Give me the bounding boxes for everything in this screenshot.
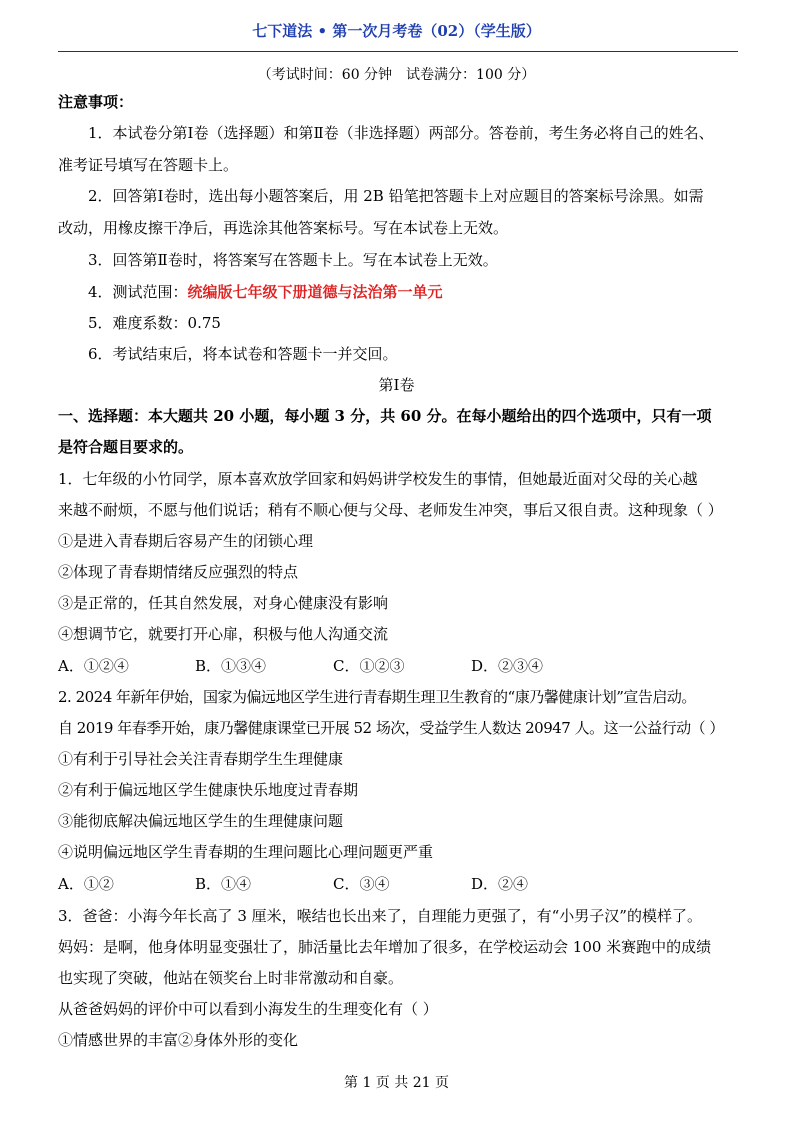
q1-statement-3: ③是正常的，任其自然发展，对身心健康没有影响	[58, 594, 389, 612]
q2-stem-line-1: 2. 2024 年新年伊始，国家为偏远地区学生进行青春期生理卫生教育的“康乃馨健康计划”宣告启动。	[58, 688, 696, 706]
q3-statement-1: ①情感世界的丰富②身体外形的变化	[58, 1031, 299, 1049]
q3-stem-line-2: 妈妈：是啊，他身体明显变强壮了，肺活量比去年增加了很多，在学校运动会 100 米赛跑中的成绩	[58, 938, 712, 956]
q1-stem-line-2: 来越不耐烦，不愿与他们说话；稍有不顺心便与父母、老师发生冲突，事后又很自责。这种现象（ ）	[58, 501, 723, 519]
q2-statement-4: ④说明偏远地区学生青春期的生理问题比心理问题更严重	[58, 843, 434, 861]
q2-stem-line-2: 自 2019 年春季开始，康乃馨健康课堂已开展 52 场次，受益学生人数达 20947 人。这一公益行动（ ）	[58, 719, 724, 737]
q2-statement-1: ①有利于引导社会关注青春期学生生理健康	[58, 750, 344, 768]
section-heading-line-1: 一、选择题：本大题共 20 小题，每小题 3 分，共 60 分。在每小题给出的四个选项中，只有一项	[58, 407, 712, 425]
q1-option-d[interactable]: D．②③④	[471, 657, 544, 675]
document-title: 七下道法 • 第一次月考卷（02）（学生版）	[252, 22, 541, 40]
note-item-5: 5．难度系数：0.75	[88, 314, 221, 332]
q2-statement-3: ③能彻底解决偏远地区学生的生理健康问题	[58, 812, 344, 830]
q1-stem-line-1: 1．七年级的小竹同学，原本喜欢放学回家和妈妈讲学校发生的事情，但她最近面对父母的关心越	[58, 470, 698, 488]
q1-statement-2: ②体现了青春期情绪反应强烈的特点	[58, 563, 299, 581]
section-heading-line-2: 是符合题目要求的。	[58, 438, 194, 456]
note-item-4	[88, 282, 778, 302]
q2-option-d[interactable]: D．②④	[471, 875, 529, 893]
note-item-3: 3．回答第Ⅱ卷时，将答案写在答题卡上。写在本试卷上无效。	[88, 251, 498, 269]
note-item-1-line-2: 准考证号填写在答题卡上。	[58, 156, 239, 174]
q1-option-c[interactable]: C．①②③	[333, 657, 405, 675]
header-divider	[58, 51, 738, 52]
note-item-2-line-2: 改动，用橡皮擦干净后，再选涂其他答案标号。写在本试卷上无效。	[58, 219, 509, 237]
q2-option-c[interactable]: C．③④	[333, 875, 390, 893]
page-number: 第 1 页 共 21 页	[344, 1075, 449, 1091]
q2-option-a[interactable]: A．①②	[58, 875, 114, 893]
q2-statement-2: ②有利于偏远地区学生健康快乐地度过青春期	[58, 781, 359, 799]
q3-stem-line-3: 也实现了突破，他站在领奖台上时非常激动和自豪。	[58, 969, 404, 987]
q3-stem-line-4: 从爸爸妈妈的评价中可以看到小海发生的生理变化有（ ）	[58, 1000, 438, 1018]
q1-option-a[interactable]: A．①②④	[58, 657, 129, 675]
q1-statement-1: ①是进入青春期后容易产生的闭锁心理	[58, 532, 314, 550]
note-item-1-line-1: 1．本试卷分第Ⅰ卷（选择题）和第Ⅱ卷（非选择题）两部分。答卷前，考生务必将自己的姓名、	[88, 124, 714, 142]
volume-label: 第Ⅰ卷	[378, 376, 415, 394]
q2-option-b[interactable]: B．①④	[195, 875, 252, 893]
q1-statement-4: ④想调节它，就要打开心扉，积极与他人沟通交流	[58, 625, 389, 643]
note-item-2-line-1: 2．回答第Ⅰ卷时，选出每小题答案后，用 2B 铅笔把答题卡上对应题目的答案标号涂黑。如需	[88, 187, 704, 205]
q1-option-b[interactable]: B．①③④	[195, 657, 267, 675]
q3-stem-line-1: 3．爸爸：小海今年长高了 3 厘米，喉结也长出来了，自理能力更强了，有“小男子汉”的模样了。	[58, 907, 702, 925]
exam-info: （考试时间：60 分钟 试卷满分：100 分）	[257, 67, 536, 83]
notes-heading: 注意事项：	[58, 93, 134, 111]
note-item-4-prefix: 4．测试范围：	[88, 283, 188, 301]
note-item-6: 6．考试结束后，将本试卷和答题卡一并交回。	[88, 345, 398, 363]
test-scope: 统编版七年级下册道德与法治第一单元	[187, 283, 443, 301]
